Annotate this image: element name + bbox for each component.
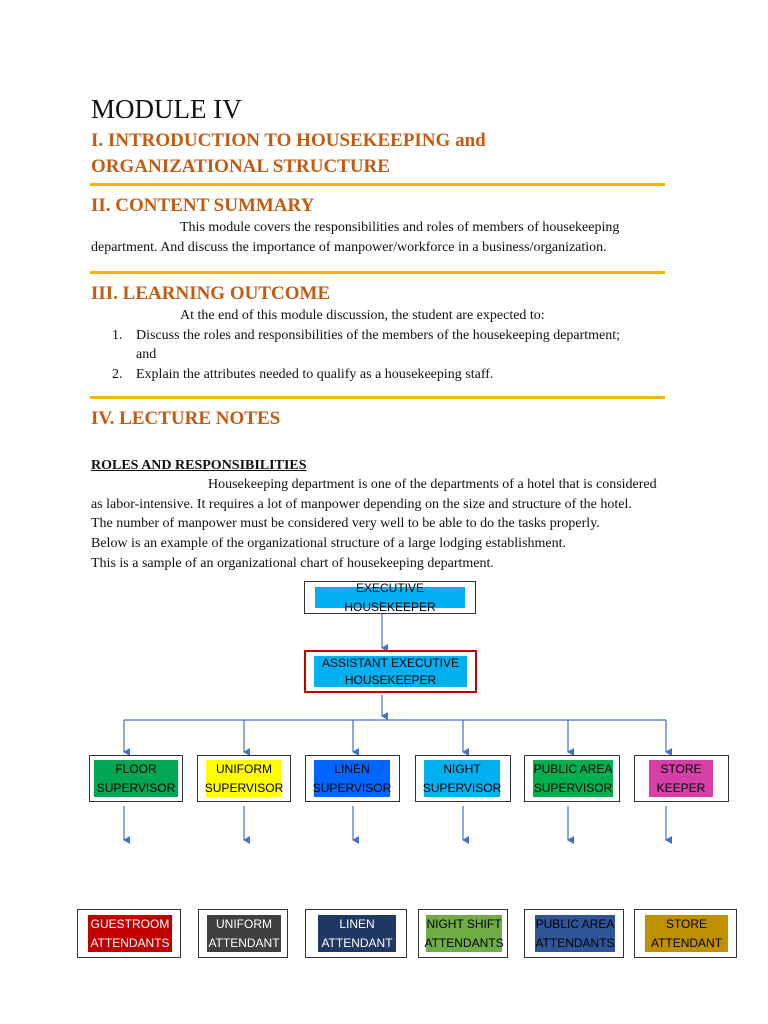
public-area-attendants-box [524,909,624,958]
module-title: MODULE IV [91,94,242,124]
store-keeper-box [634,755,729,802]
assistant-executive-housekeeper-label: ASSISTANT EXECUTIVE HOUSEKEEPER [314,656,467,687]
linen-supervisor-box [305,755,400,802]
outcome-item-number: 1. [112,328,123,343]
lecture-paragraph-line: as labor-intensive. It requires a lot of manpower depending on the size and structure of the hotel. [91,497,632,512]
night-shift-attendants-label: NIGHT SHIFT ATTENDANTS [426,915,502,952]
outcome-item-text: Discuss the roles and responsibilities of the members of the housekeeping department; [136,328,621,343]
linen-supervisor-label: LINEN SUPERVISOR [314,760,390,797]
night-supervisor-box [415,755,511,802]
roles-responsibilities-subheading: ROLES AND RESPONSIBILITIES [91,458,307,473]
uniform-supervisor-box [197,755,291,802]
lecture-paragraph-line: Housekeeping department is one of the departments of a hotel that is considered [208,477,657,492]
lecture-paragraph-line: Below is an example of the organizational structure of a large lodging establishment. [91,536,566,551]
store-attendant-box [634,909,737,958]
lecture-paragraph-line: The number of manpower must be considered very well to be able to do the tasks properly. [91,516,600,531]
content-summary-heading: II. CONTENT SUMMARY [91,195,315,216]
uniform-attendant-label: UNIFORM ATTENDANT [207,915,281,952]
assistant-executive-housekeeper-box [304,650,477,693]
public-area-supervisor-box [524,755,620,802]
floor-supervisor-box [89,755,183,802]
section-intro-heading-line2: ORGANIZATIONAL STRUCTURE [91,156,390,177]
store-keeper-label: STORE KEEPER [649,760,713,797]
linen-attendant-label: LINEN ATTENDANT [318,915,396,952]
uniform-attendant-box [198,909,288,958]
learning-outcome-heading: III. LEARNING OUTCOME [91,283,331,304]
public-area-supervisor-label: PUBLIC AREA SUPERVISOR [533,760,613,797]
night-shift-attendants-box [418,909,508,958]
content-summary-line2: department. And discuss the importance of manpower/workforce in a business/organization. [91,240,607,255]
outcome-item-number: 2. [112,367,123,382]
night-supervisor-label: NIGHT SUPERVISOR [424,760,500,797]
executive-housekeeper-label: EXECUTIVE HOUSEKEEPER [315,587,465,608]
guestroom-attendants-box [77,909,181,958]
executive-housekeeper-box [304,581,476,614]
uniform-supervisor-label: UNIFORM SUPERVISOR [206,760,282,797]
public-area-attendants-label: PUBLIC AREA ATTENDANTS [535,915,615,952]
section-intro-heading-line1: I. INTRODUCTION TO HOUSEKEEPING and [91,130,486,151]
lecture-notes-heading: IV. LECTURE NOTES [91,408,281,429]
learning-outcome-intro: At the end of this module discussion, the student are expected to: [180,308,545,323]
floor-supervisor-label: FLOOR SUPERVISOR [94,760,178,797]
lecture-paragraph-line: This is a sample of an organizational chart of housekeeping department. [91,556,494,571]
outcome-item-text: Explain the attributes needed to qualify as a housekeeping staff. [136,367,494,382]
linen-attendant-box [305,909,407,958]
guestroom-attendants-label: GUESTROOM ATTENDANTS [88,915,172,952]
content-summary-line1: This module covers the responsibilities and roles of members of housekeeping [180,220,620,235]
outcome-item-text-continued: and [136,347,157,362]
store-attendant-label: STORE ATTENDANT [645,915,728,952]
